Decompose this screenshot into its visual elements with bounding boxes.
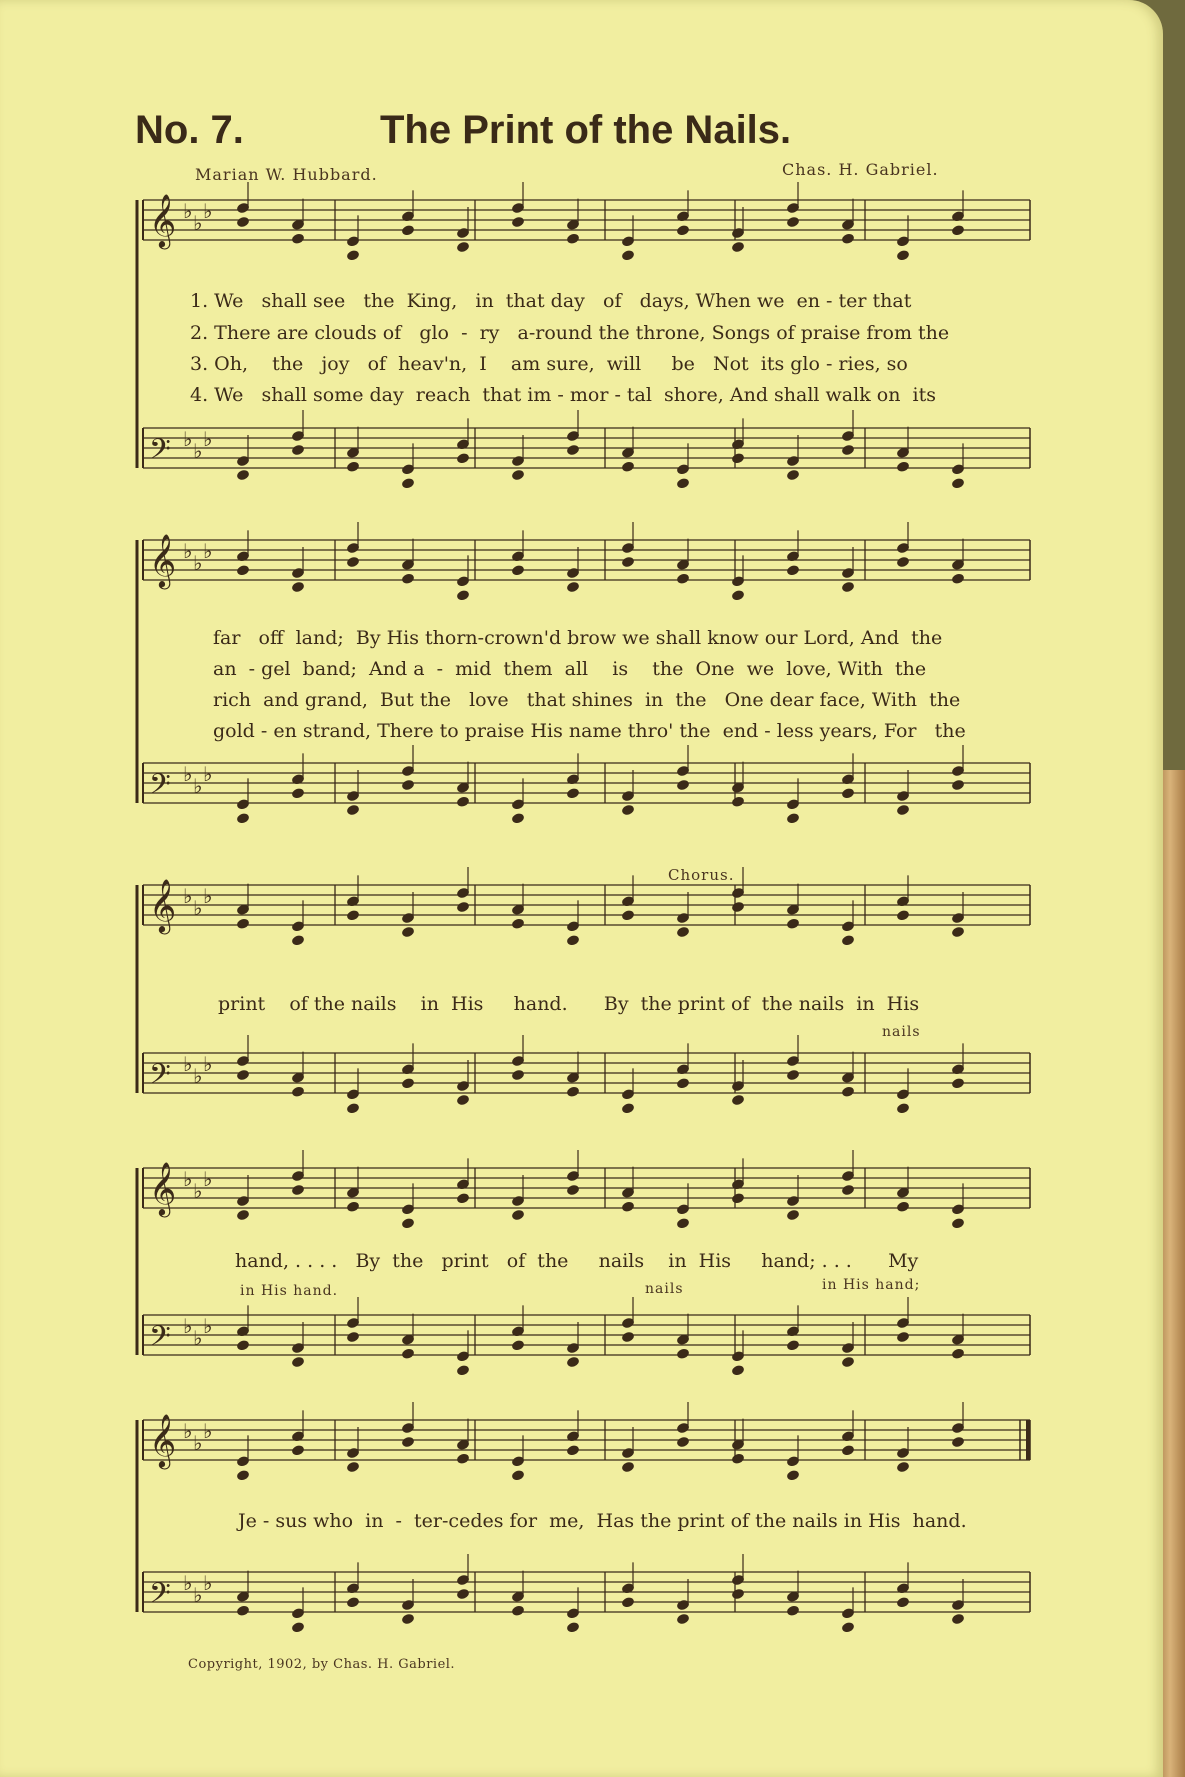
note-head [676,572,690,585]
note-head [236,1209,250,1222]
verse-4-line-1: 4. We shall some day reach that im - mor - tal shore, And shall walk on its [190,384,936,406]
flat-icon: ♭ [183,199,193,223]
note-head [896,1102,910,1115]
note-head [236,1469,250,1482]
note-head [346,1461,360,1474]
note-head [841,1085,855,1098]
note-head [676,926,690,939]
chorus-line-3: Je - sus who in - ter-cedes for me, Has the print of the nails in His hand. [238,1510,967,1532]
flat-icon: ♭ [193,1064,203,1088]
note-head [951,1613,965,1626]
flat-icon: ♭ [193,774,203,798]
note-head [511,564,525,577]
note-head [236,812,250,825]
note-head [566,934,580,947]
note-head [621,556,635,569]
note-head [786,1069,800,1082]
note-head [621,1596,635,1609]
note-head [456,1094,470,1107]
chorus-label: Chorus. [668,866,735,884]
note-head [511,812,525,825]
note-head [896,1200,910,1213]
note-head [621,1200,635,1213]
note-head [401,1613,415,1626]
note-head [346,909,360,922]
note-head [841,934,855,947]
note-head [896,460,910,473]
note-head [841,1621,855,1634]
flat-icon: ♭ [203,1419,213,1443]
note-head [676,1217,690,1230]
note-head [676,1436,690,1449]
note-head [291,232,305,245]
treble-clef-icon: 𝄞 [149,878,177,932]
note-head [896,1461,910,1474]
note-head [896,909,910,922]
note-head [511,1339,525,1352]
note-head [566,444,580,457]
note-head [786,1209,800,1222]
note-head [511,216,525,229]
verse-4-line-2: gold - en strand, There to praise His name thro' the end - less years, For the [213,720,966,742]
note-head [401,1077,415,1090]
note-head [456,1588,470,1601]
flat-icon: ♭ [203,1571,213,1595]
note-head [621,1102,635,1115]
note-head [676,1347,690,1360]
bass-clef-icon: 𝄢 [149,768,171,808]
note-head [731,795,745,808]
note-head [731,241,745,254]
note-head [841,444,855,457]
flat-icon: ♭ [193,1583,203,1607]
flat-icon: ♭ [183,1314,193,1338]
note-head [896,556,910,569]
note-head [456,1452,470,1465]
note-head [676,779,690,792]
note-head [621,1461,635,1474]
flat-icon: ♭ [203,884,213,908]
note-head [401,1347,415,1360]
note-head [566,232,580,245]
note-head [456,1364,470,1377]
note-head [456,452,470,465]
note-head [511,1469,525,1482]
note-head [291,581,305,594]
note-head [346,460,360,473]
note-head [731,452,745,465]
note-head [621,460,635,473]
bass-clef-icon: 𝄢 [149,1058,171,1098]
note-head [786,1604,800,1617]
verse-2-line-1: 2. There are clouds of glo - ry a-round the throne, Songs of praise from the [190,322,950,344]
note-head [951,1217,965,1230]
note-head [621,909,635,922]
note-head [676,224,690,237]
note-head [841,1444,855,1457]
note-head [841,1184,855,1197]
treble-clef-icon: 𝄞 [149,1413,177,1467]
composer-credit: Chas. H. Gabriel. [782,160,939,179]
note-head [291,1356,305,1369]
hymn-number: No. 7. [135,108,244,152]
note-head [951,779,965,792]
bass-clef-icon: 𝄢 [149,1320,171,1360]
note-head [236,1339,250,1352]
note-head [291,1621,305,1634]
note-head [401,779,415,792]
flat-icon: ♭ [203,427,213,451]
note-head [786,564,800,577]
flat-icon: ♭ [193,551,203,575]
flat-icon: ♭ [183,427,193,451]
chorus-line-2: hand, . . . . By the print of the nails in His hand; . . . My [235,1250,919,1272]
note-head [236,1069,250,1082]
note-head [786,812,800,825]
note-head [676,477,690,490]
note-head [236,917,250,930]
note-head [511,917,525,930]
note-head [951,224,965,237]
note-head [236,564,250,577]
note-head [566,1085,580,1098]
note-head [401,224,415,237]
note-head [786,216,800,229]
note-head [511,1604,525,1617]
note-head [731,1452,745,1465]
note-head [291,934,305,947]
verse-3-line-1: 3. Oh, the joy of heav'n, I am sure, will be Not its glo - ries, so [190,353,908,375]
note-head [731,1192,745,1205]
flat-icon: ♭ [203,539,213,563]
note-head [236,469,250,482]
note-head [401,926,415,939]
copyright-notice: Copyright, 1902, by Chas. H. Gabriel. [188,1657,456,1672]
note-head [566,1356,580,1369]
chorus-bass-word-1: nails [882,1024,921,1040]
flat-icon: ♭ [193,439,203,463]
note-head [346,1596,360,1609]
note-head [291,1444,305,1457]
note-head [346,556,360,569]
note-head [511,469,525,482]
bass-clef-icon: 𝄢 [149,1577,171,1617]
note-head [731,1094,745,1107]
verse-1-line-1: 1. We shall see the King, in that day of days, When we en - ter that [190,290,912,312]
note-head [291,1085,305,1098]
note-head [566,581,580,594]
note-head [456,241,470,254]
flat-icon: ♭ [203,199,213,223]
flat-icon: ♭ [183,884,193,908]
note-head [951,1077,965,1090]
chorus-echo-right: in His hand; [822,1277,921,1293]
note-head [841,1356,855,1369]
verse-1-line-2: far off land; By His thorn-crown'd brow we shall know our Lord, And the [213,627,943,649]
flat-icon: ♭ [203,1167,213,1191]
note-head [401,572,415,585]
note-head [456,589,470,602]
note-head [236,1604,250,1617]
note-head [291,1184,305,1197]
note-head [566,1184,580,1197]
note-head [951,1347,965,1360]
note-head [731,901,745,914]
note-head [291,787,305,800]
flat-icon: ♭ [183,1167,193,1191]
note-head [566,1621,580,1634]
note-head [346,1331,360,1344]
note-head [786,1339,800,1352]
note-head [511,1209,525,1222]
verse-3-line-2: rich and grand, But the love that shines in the One dear face, With the [213,689,961,711]
author-credit: Marian W. Hubbard. [195,165,378,184]
note-head [346,1200,360,1213]
chorus-echo-mid: nails [645,1281,684,1297]
chorus-line-1: print of the nails in His hand. By the print of the nails in His [218,993,920,1015]
note-head [236,216,250,229]
note-head [291,444,305,457]
note-head [951,572,965,585]
chorus-echo-left: in His hand. [240,1283,339,1299]
note-head [951,926,965,939]
flat-icon: ♭ [183,539,193,563]
flat-icon: ♭ [203,1314,213,1338]
flat-icon: ♭ [183,1571,193,1595]
hymn-title: The Print of the Nails. [380,108,792,152]
note-head [401,1436,415,1449]
flat-icon: ♭ [183,1052,193,1076]
note-head [621,1331,635,1344]
flat-icon: ♭ [193,1179,203,1203]
flat-icon: ♭ [193,211,203,235]
note-head [951,477,965,490]
note-head [676,1077,690,1090]
bass-clef-icon: 𝄢 [149,433,171,473]
note-head [621,249,635,262]
note-head [731,1588,745,1601]
flat-icon: ♭ [203,1052,213,1076]
flat-icon: ♭ [183,762,193,786]
note-head [731,589,745,602]
note-head [456,901,470,914]
note-head [841,581,855,594]
note-head [401,1217,415,1230]
note-head [566,1444,580,1457]
note-head [346,1102,360,1115]
note-head [896,249,910,262]
note-head [896,1596,910,1609]
note-head [896,1331,910,1344]
note-head [621,804,635,817]
note-head [566,787,580,800]
note-head [456,795,470,808]
note-head [841,787,855,800]
note-head [346,249,360,262]
treble-clef-icon: 𝄞 [149,533,177,587]
note-head [456,1192,470,1205]
treble-clef-icon: 𝄞 [149,1161,177,1215]
note-head [896,804,910,817]
note-head [786,1469,800,1482]
note-head [786,917,800,930]
flat-icon: ♭ [183,1419,193,1443]
verse-2-line-2: an - gel band; And a - mid them all is the One we love, With the [213,658,927,680]
flat-icon: ♭ [193,1326,203,1350]
note-head [841,232,855,245]
note-head [731,1364,745,1377]
note-head [676,1613,690,1626]
note-head [401,477,415,490]
book-edge [1160,770,1185,1777]
flat-icon: ♭ [193,896,203,920]
flat-icon: ♭ [193,1431,203,1455]
note-head [511,1069,525,1082]
note-head [786,469,800,482]
flat-icon: ♭ [203,762,213,786]
note-head [951,1436,965,1449]
note-head [346,804,360,817]
treble-clef-icon: 𝄞 [149,193,177,247]
